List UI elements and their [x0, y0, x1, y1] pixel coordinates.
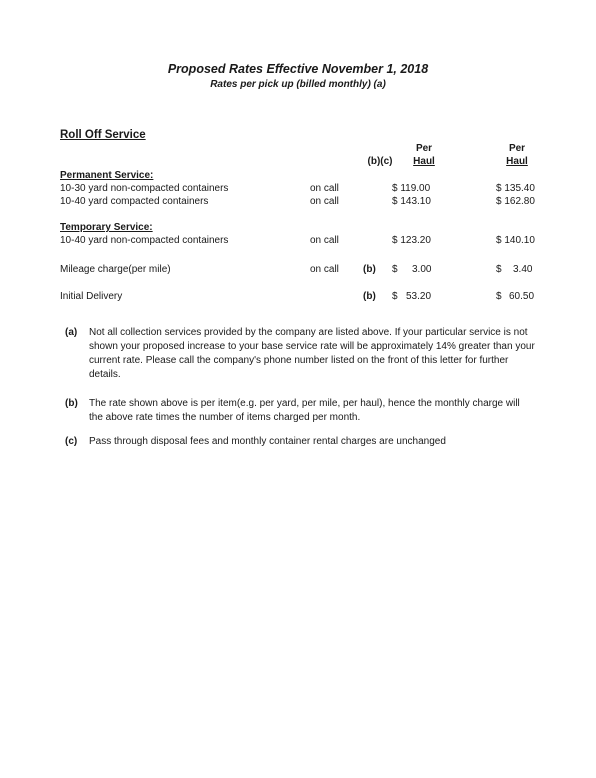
col-current-header-line1: Per	[415, 143, 433, 154]
row-item: 10-30 yard non-compacted containers	[60, 183, 229, 194]
row-frequency: on call	[310, 196, 339, 207]
row-item: Mileage charge(per mile)	[60, 264, 171, 275]
row-note-ref: (b)	[363, 264, 376, 275]
footnote-key: (a)	[65, 327, 78, 338]
row-item: 10-40 yard non-compacted containers	[60, 235, 229, 246]
row-proposed-rate: $ 135.40	[496, 183, 535, 194]
col-proposed-header-line2: Haul	[506, 156, 528, 167]
row-frequency: on call	[310, 235, 339, 246]
row-current-rate: 53.20	[406, 291, 432, 302]
row-frequency: on call	[310, 264, 339, 275]
col-notes-header: (b)(c)	[367, 156, 393, 167]
row-current-rate: $ 143.10	[392, 196, 431, 207]
col-proposed-header-line1: Per	[508, 143, 526, 154]
document-subtitle: Rates per pick up (billed monthly) (a)	[210, 79, 386, 90]
footnote-text: The rate shown above is per item(e.g. per yard, per mile, per haul), hence the monthly charge will the above rate times the number of items charged per month.	[89, 398, 520, 423]
row-proposed-rate: 60.50	[509, 291, 535, 302]
row-note-ref: (b)	[363, 291, 376, 302]
row-frequency: on call	[310, 183, 339, 194]
row-current-rate: $ 119.00	[392, 183, 431, 194]
row-current-currency: $	[392, 264, 398, 275]
row-item: 10-40 yard compacted containers	[60, 196, 209, 207]
row-proposed-rate: $ 162.80	[496, 196, 535, 207]
group-temporary-service: Temporary Service:	[60, 222, 153, 233]
row-current-currency: $	[392, 291, 398, 302]
row-proposed-currency: $	[496, 264, 502, 275]
row-item: Initial Delivery	[60, 291, 123, 302]
row-proposed-currency: $	[496, 291, 502, 302]
row-current-rate: $ 123.20	[392, 235, 431, 246]
footnote-key: (b)	[65, 398, 78, 409]
row-proposed-rate: 3.40	[513, 264, 533, 275]
footnote-key: (c)	[65, 436, 78, 447]
footnote-text: Not all collection services provided by the company are listed above. If your particular service is not shown your proposed increase to your base service rate will be approximately 14% greater than your current rate. Please call the company's phone number listed on the front of this letter for further details.	[89, 327, 535, 380]
section-title: Roll Off Service	[60, 129, 146, 141]
row-current-rate: 3.00	[412, 264, 432, 275]
group-permanent-service: Permanent Service:	[60, 170, 154, 181]
footnote-text: Pass through disposal fees and monthly container rental charges are unchanged	[89, 436, 446, 447]
row-proposed-rate: $ 140.10	[496, 235, 535, 246]
col-current-header-line2: Haul	[413, 156, 435, 167]
document-title: Proposed Rates Effective November 1, 2018	[167, 62, 429, 76]
